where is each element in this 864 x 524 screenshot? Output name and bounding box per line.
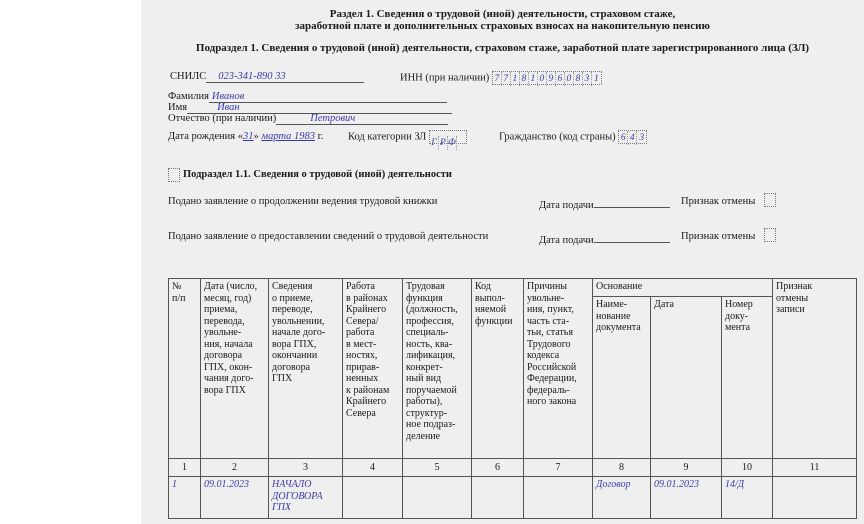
patronymic-field[interactable] (276, 113, 448, 125)
inn-label: ИНН (при наличии) (400, 72, 490, 84)
info-cancel-checkbox[interactable] (764, 228, 776, 242)
workbook-date-label: Дата подачи (539, 200, 594, 211)
col-header-number: № п/п (169, 279, 201, 459)
row-cancel-cell[interactable] (773, 477, 857, 519)
column-number: 1 (169, 459, 201, 477)
row-reason-cell[interactable] (524, 477, 593, 519)
patronymic-label: Отчество (при наличии) (168, 113, 277, 124)
page-margin (0, 0, 141, 524)
row-doc-date-cell[interactable]: 09.01.2023 (651, 477, 722, 519)
col-header-north: Работа в районах Крайнего Севера/ работа в мест- ностях, прирав- ненных к районам Крайнего Севера (343, 279, 403, 459)
col-header-basis: Основание (593, 279, 773, 297)
column-number: 3 (269, 459, 343, 477)
section-title-line2: заработной плате и дополнительных страховых взносах на накопительную пенсию (295, 20, 710, 32)
row-doc-number-cell[interactable]: 14/Д (722, 477, 773, 519)
column-number: 6 (472, 459, 524, 477)
workbook-date-row (539, 196, 670, 211)
column-number: 5 (403, 459, 472, 477)
category-char-cell: Г (430, 136, 439, 150)
citizenship-char-cell: 3 (639, 133, 645, 143)
subsection-title: Подраздел 1. Сведения о трудовой (иной) деятельности, страховом стаже, заработной плате зарегистрированного лица (ЗЛ) (195, 42, 810, 54)
snils-value: 023-341-890 33 (218, 71, 286, 82)
dob-month-year[interactable]: марта 1983 (261, 131, 316, 142)
document-page (141, 0, 864, 524)
category-char-cell: Ф (448, 138, 456, 148)
employment-table (168, 278, 857, 519)
category-char-cell: Р (439, 136, 448, 150)
inn-char-cell: 6 (556, 72, 565, 86)
col-header-date: Дата (число, месяц, год) приема, перевода, увольне- ния, начала договора ГПХ, окон- чания дого- вора ГПХ (201, 279, 269, 459)
column-numbers-row (169, 459, 857, 477)
snils-field[interactable] (206, 71, 364, 83)
dob-suffix: г. (315, 131, 324, 142)
row-info-cell[interactable]: НАЧАЛО ДОГОВОРА ГПХ (269, 477, 343, 519)
dob-day[interactable]: 31 (243, 131, 254, 142)
info-cancel-label: Признак отмены (681, 231, 756, 242)
name-label: Имя (168, 102, 188, 113)
inn-char-cell: 1 (529, 72, 538, 86)
patronymic-row (168, 113, 448, 125)
inn-char-cell: 0 (565, 72, 574, 86)
snils-row (170, 71, 364, 83)
snils-label: СНИЛС (170, 71, 207, 82)
dob-label: Дата рождения « (168, 131, 243, 142)
workbook-cancel-checkbox[interactable] (764, 193, 776, 207)
col-header-code: Код выпол- няемой функции (472, 279, 524, 459)
surname-value: Иванов (211, 91, 245, 102)
col-header-reason: Причины увольне- ния, пункт, часть ста- тьи, статья Трудового кодекса Российской Федерации, федераль- ного закона (524, 279, 593, 459)
row-north-cell[interactable] (343, 477, 403, 519)
row-date-cell[interactable]: 09.01.2023 (201, 477, 269, 519)
inn-char-cell: 7 (493, 72, 502, 86)
dob-row (168, 131, 323, 142)
citizenship-char-cell: 4 (628, 131, 637, 145)
workbook-date-field[interactable] (594, 196, 670, 208)
inn-char-cell: 8 (574, 72, 583, 86)
inn-char-cell: 3 (583, 72, 592, 86)
column-number: 11 (773, 459, 857, 477)
inn-char-cell: 1 (511, 72, 520, 86)
citizenship-field[interactable] (618, 130, 647, 144)
inn-char-cell: 0 (538, 72, 547, 86)
row-function-cell[interactable] (403, 477, 472, 519)
column-number: 9 (651, 459, 722, 477)
inn-char-cell: 8 (520, 72, 529, 86)
column-number: 7 (524, 459, 593, 477)
column-number: 8 (593, 459, 651, 477)
table-row (169, 477, 857, 519)
subsection11-checkbox[interactable] (168, 168, 180, 182)
dob-mid: » (253, 131, 262, 142)
col-header-doc-date: Дата (651, 297, 722, 459)
row-doc-name-cell[interactable]: Договор (593, 477, 651, 519)
inn-char-cell: 9 (547, 72, 556, 86)
patronymic-value: Петрович (310, 113, 356, 124)
category-label: Код категории ЗЛ (348, 131, 427, 143)
info-date-row (539, 231, 670, 246)
row-code-cell[interactable] (472, 477, 524, 519)
col-header-cancel: Признак отмены записи (773, 279, 857, 459)
col-header-doc-number: Номер доку- мента (722, 297, 773, 459)
column-number: 10 (722, 459, 773, 477)
name-value: Иван (217, 102, 240, 113)
row-number-cell[interactable]: 1 (169, 477, 201, 519)
surname-label: Фамилия (168, 91, 209, 102)
column-number: 4 (343, 459, 403, 477)
category-row (348, 130, 467, 148)
inn-char-cell: 1 (593, 74, 599, 84)
col-header-info: Сведения о приеме, переводе, увольнении, начале дого- вора ГПХ, окончании договора ГПХ (269, 279, 343, 459)
category-field[interactable] (429, 130, 467, 148)
subsection11-title: Подраздел 1.1. Сведения о трудовой (иной) деятельности (183, 169, 452, 180)
section-title-line1: Раздел 1. Сведения о трудовой (иной) деятельности, страховом стаже, (329, 8, 676, 20)
column-number: 2 (201, 459, 269, 477)
workbook-application-label: Подано заявление о продолжении ведения трудовой книжки (168, 196, 438, 207)
info-date-field[interactable] (594, 231, 670, 243)
inn-row (400, 71, 602, 85)
citizenship-row (499, 130, 647, 144)
col-header-function: Трудовая функция (должность, профессия, специаль- ность, ква- лификация, конкрет- ный вид поручаемой работы), структур- ное подраз- деление (403, 279, 472, 459)
citizenship-char-cell: 6 (619, 131, 628, 145)
col-header-doc-name: Наиме- нование документа (593, 297, 651, 459)
category-char-cell (457, 131, 466, 145)
inn-field[interactable] (492, 71, 602, 85)
info-date-label: Дата подачи (539, 235, 594, 246)
workbook-cancel-label: Признак отмены (681, 196, 756, 207)
inn-char-cell: 7 (502, 72, 511, 86)
citizenship-label: Гражданство (код страны) (499, 131, 616, 143)
info-application-label: Подано заявление о предоставлении сведений о трудовой деятельности (168, 231, 489, 242)
